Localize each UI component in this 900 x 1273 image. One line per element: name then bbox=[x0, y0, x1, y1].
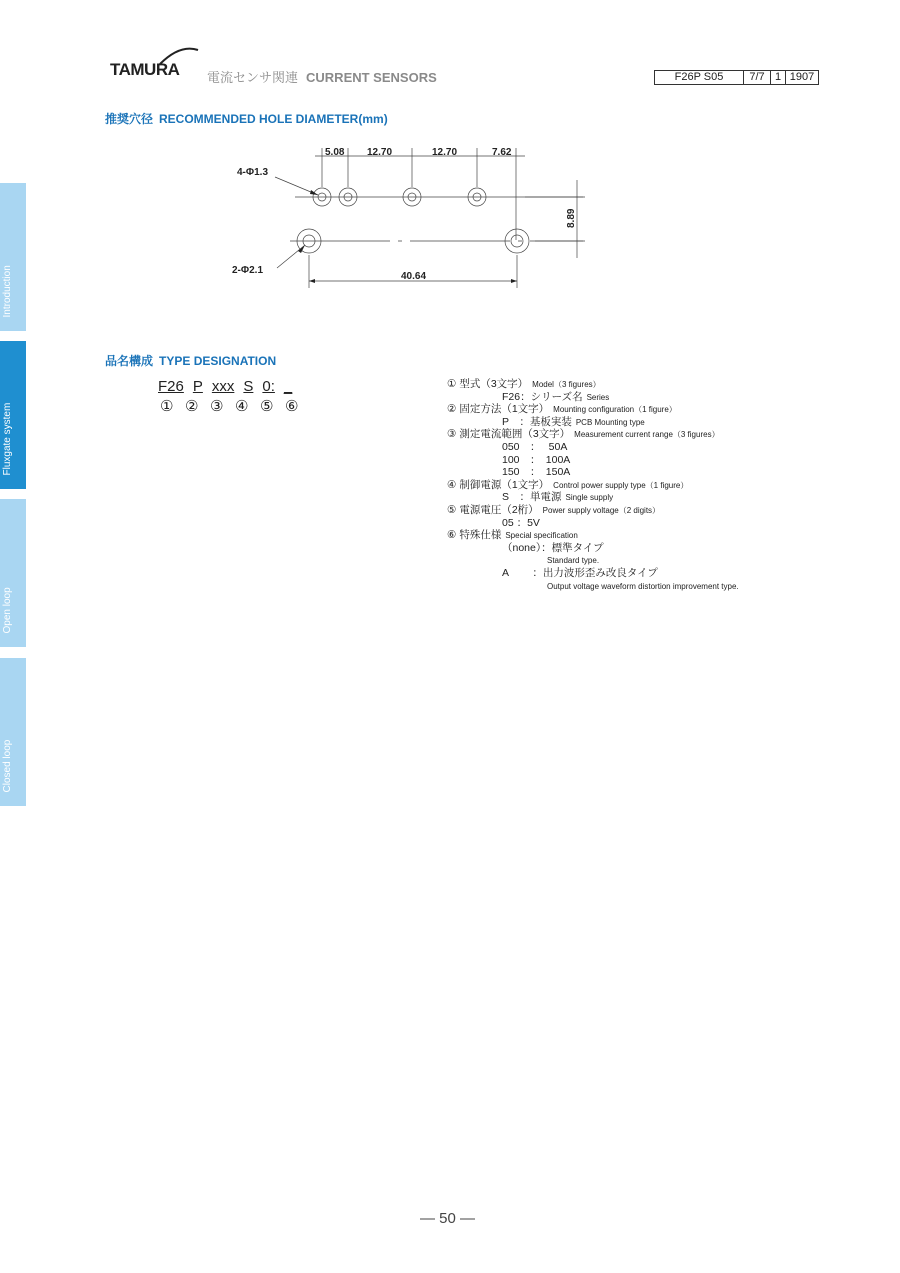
spec-line-jp: ⑥ 特殊仕様 bbox=[447, 529, 502, 542]
hole-section-title-jp: 推奨穴径 bbox=[105, 112, 154, 126]
side-tab-closed-loop[interactable] bbox=[0, 658, 26, 806]
code-cell-model: F26P S05 bbox=[674, 71, 724, 83]
spec-line-jp: 150 ： 150A bbox=[502, 466, 571, 479]
dim-5-08: 5.08 bbox=[325, 147, 345, 158]
spec-line-en: Series bbox=[586, 392, 610, 402]
tamura-logo bbox=[110, 46, 202, 80]
logo-text: TAMURA bbox=[110, 60, 180, 79]
hole-diagram bbox=[225, 140, 595, 290]
code-part-2: P bbox=[192, 378, 203, 395]
spec-line-en: Power supply voltage（2 digits） bbox=[542, 505, 661, 515]
spec-line-jp: 050 ： 50A bbox=[502, 440, 568, 453]
dim-large-hole: 2-Φ2.1 bbox=[232, 265, 264, 276]
spec-line-jp: ⑤ 電源電圧（2桁） bbox=[447, 503, 539, 516]
side-tab-label: Open loop bbox=[2, 587, 13, 634]
spec-line-jp: A ：出力波形歪み改良タイプ bbox=[502, 566, 658, 579]
hole-section-title bbox=[105, 110, 388, 127]
spec-line bbox=[447, 554, 739, 567]
code-part-5: 0: bbox=[262, 378, 275, 395]
dim-12-70-a: 12.70 bbox=[367, 147, 393, 158]
hole-section-title-en: RECOMMENDED HOLE DIAMETER(mm) bbox=[159, 112, 388, 126]
side-tab-open-loop[interactable] bbox=[0, 499, 26, 647]
header-title bbox=[207, 67, 437, 86]
spec-line-en: Control power supply type（1 figure） bbox=[553, 480, 689, 490]
dim-8-89: 8.89 bbox=[566, 208, 577, 228]
dim-12-70-b: 12.70 bbox=[432, 147, 458, 158]
spec-line bbox=[447, 428, 739, 441]
code-number-3: ③ bbox=[210, 398, 224, 415]
spec-line bbox=[447, 466, 739, 479]
spec-line bbox=[447, 529, 739, 542]
type-code bbox=[158, 378, 301, 395]
code-part-1: F26 bbox=[158, 378, 184, 395]
spec-line-jp: 100 ： 100A bbox=[502, 453, 571, 466]
spec-line bbox=[447, 403, 739, 416]
code-number-1: ① bbox=[160, 398, 174, 415]
dim-small-hole: 4-Φ1.3 bbox=[237, 167, 269, 178]
code-number-4: ④ bbox=[235, 398, 249, 415]
spec-line-en: Single supply bbox=[565, 493, 614, 503]
spec-line-en: Model（3 figures） bbox=[532, 380, 601, 389]
spec-line bbox=[447, 378, 739, 391]
side-tab-label: Fluxgate system bbox=[2, 402, 13, 476]
spec-line-en: Measurement current range（3 figures） bbox=[574, 430, 720, 440]
spec-line bbox=[447, 517, 739, 530]
code-number-5: ⑤ bbox=[260, 398, 274, 415]
spec-line bbox=[447, 504, 739, 517]
type-code-numbers bbox=[160, 397, 310, 415]
spec-line-en: Standard type. bbox=[547, 556, 600, 566]
spec-line bbox=[447, 567, 739, 580]
spec-line bbox=[447, 416, 739, 429]
spec-line-en: Mounting configuration（1 figure） bbox=[553, 405, 677, 415]
type-section-title bbox=[105, 352, 276, 369]
dim-40-64: 40.64 bbox=[401, 271, 427, 282]
document-code-box bbox=[654, 70, 819, 85]
spec-line-en: PCB Mounting type bbox=[575, 417, 645, 427]
spec-line bbox=[447, 491, 739, 504]
header-title-en: CURRENT SENSORS bbox=[306, 70, 437, 85]
side-tab-introduction[interactable] bbox=[0, 183, 26, 331]
code-number-2: ② bbox=[185, 398, 199, 415]
code-part-3: xxx bbox=[211, 378, 235, 395]
page-number: — 50 — bbox=[420, 1210, 476, 1227]
spec-line-jp: ④ 制御電源（1文字） bbox=[447, 478, 550, 491]
spec-line-jp: ② 固定方法（1文字） bbox=[447, 403, 550, 416]
spec-line-en: Special specification bbox=[505, 531, 578, 541]
type-spec-list bbox=[447, 378, 739, 592]
side-tab-fluxgate[interactable] bbox=[0, 341, 26, 489]
spec-line bbox=[447, 542, 739, 555]
code-part-4: S bbox=[243, 378, 254, 395]
type-section-title-jp: 品名構成 bbox=[105, 354, 154, 368]
code-cell-page: 7/7 bbox=[743, 71, 770, 84]
spec-line-jp: （none）：標準タイプ bbox=[502, 541, 604, 554]
spec-line bbox=[447, 454, 739, 467]
type-section-title-en: TYPE DESIGNATION bbox=[159, 354, 277, 368]
side-tab-label: Closed loop bbox=[2, 739, 13, 793]
spec-line bbox=[447, 441, 739, 454]
spec-line bbox=[447, 479, 739, 492]
dim-7-62: 7.62 bbox=[492, 147, 512, 158]
spec-line bbox=[447, 580, 739, 593]
code-part-6: _ bbox=[283, 378, 293, 395]
spec-line-en: Output voltage waveform distortion improvement type. bbox=[547, 581, 739, 591]
spec-line-jp: F26：シリーズ名 bbox=[502, 390, 583, 403]
spec-line-jp: S ：単電源 bbox=[502, 491, 562, 504]
spec-line-jp: P ：基板実装 bbox=[502, 415, 572, 428]
spec-line-jp: ① 型式（3文字） bbox=[447, 378, 529, 390]
code-number-6: ⑥ bbox=[285, 398, 299, 415]
side-tab-label: Introduction bbox=[2, 265, 13, 318]
spec-line-jp: 05 ：5V bbox=[502, 516, 540, 529]
code-cell-date: 1907 bbox=[785, 71, 818, 84]
code-cell-rev: 1 bbox=[770, 71, 785, 84]
header-title-jp: 電流センサ関連 bbox=[207, 70, 299, 85]
spec-line-jp: ③ 測定電流範囲（3文字） bbox=[447, 428, 571, 441]
spec-line bbox=[447, 391, 739, 404]
